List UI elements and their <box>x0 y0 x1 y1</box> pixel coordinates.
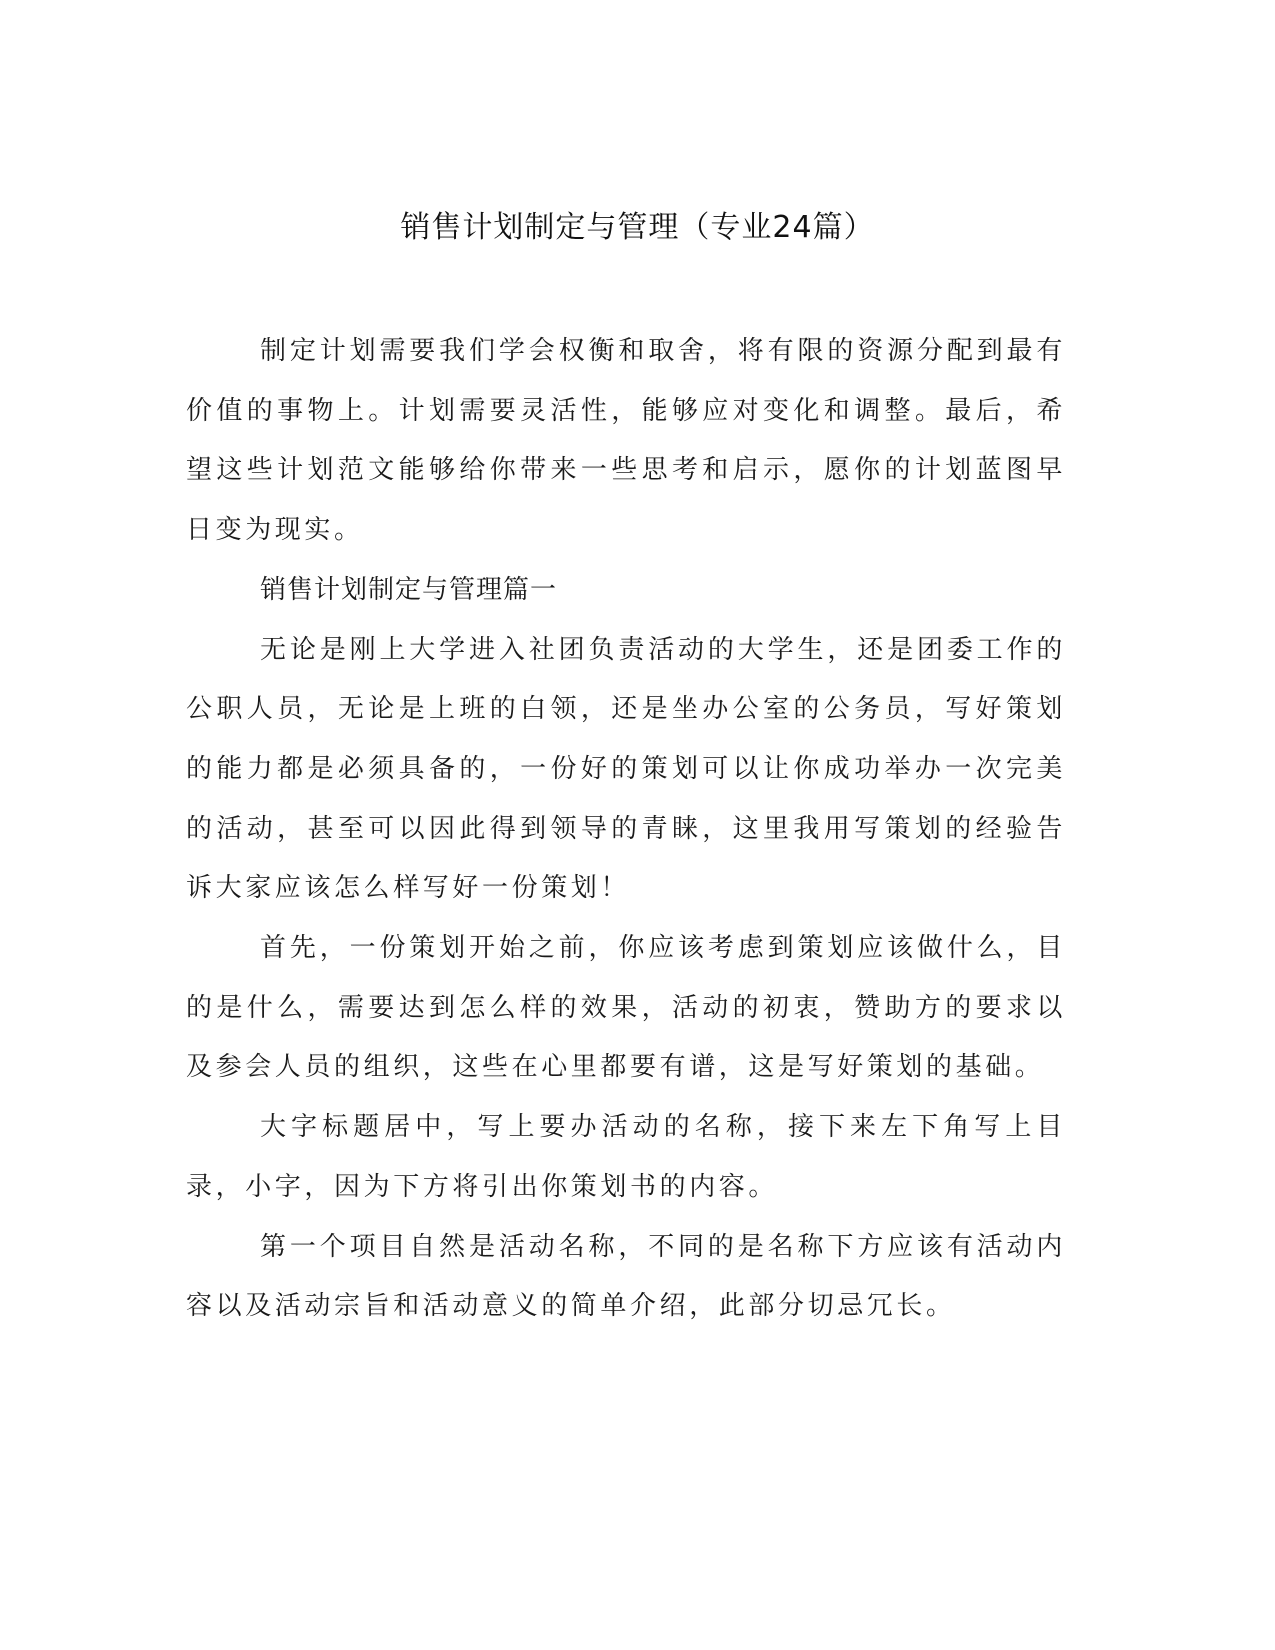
paragraph: 第一个项目自然是活动名称，不同的是名称下方应该有活动内容以及活动宗旨和活动意义的简单介绍，此部分切忌冗长。 <box>186 1231 1066 1322</box>
document-title: 销售计划制定与管理（专业24篇） <box>400 210 875 245</box>
paragraph: 大字标题居中，写上要办活动的名称，接下来左下角写上目录，小字，因为下方将引出你策划书的内容。 <box>186 1112 1066 1202</box>
paragraph: 无论是刚上大学进入社团负责活动的大学生，还是团委工作的公职人员，无论是上班的白领，还是坐办公室的公务员，写好策划的能力都是必须具备的，一份好的策划可以让你成功举办一次完美的活动，甚至可以因此得到领导的青睐，这里我用写策划的经验告诉大家应该怎么样写好一份策划！ <box>186 634 1066 904</box>
section-heading: 销售计划制定与管理篇一 <box>260 574 558 605</box>
document-body <box>186 322 1066 1337</box>
paragraph-intro: 制定计划需要我们学会权衡和取舍，将有限的资源分配到最有价值的事物上。计划需要灵活性，能够应对变化和调整。最后，希望这些计划范文能够给你带来一些思考和启示，愿你的计划蓝图早日变为现实。 <box>186 336 1066 546</box>
paragraph: 首先，一份策划开始之前，你应该考虑到策划应该做什么，目的是什么，需要达到怎么样的效果，活动的初衷，赞助方的要求以及参会人员的组织，这些在心里都要有谱，这是写好策划的基础。 <box>186 933 1066 1083</box>
